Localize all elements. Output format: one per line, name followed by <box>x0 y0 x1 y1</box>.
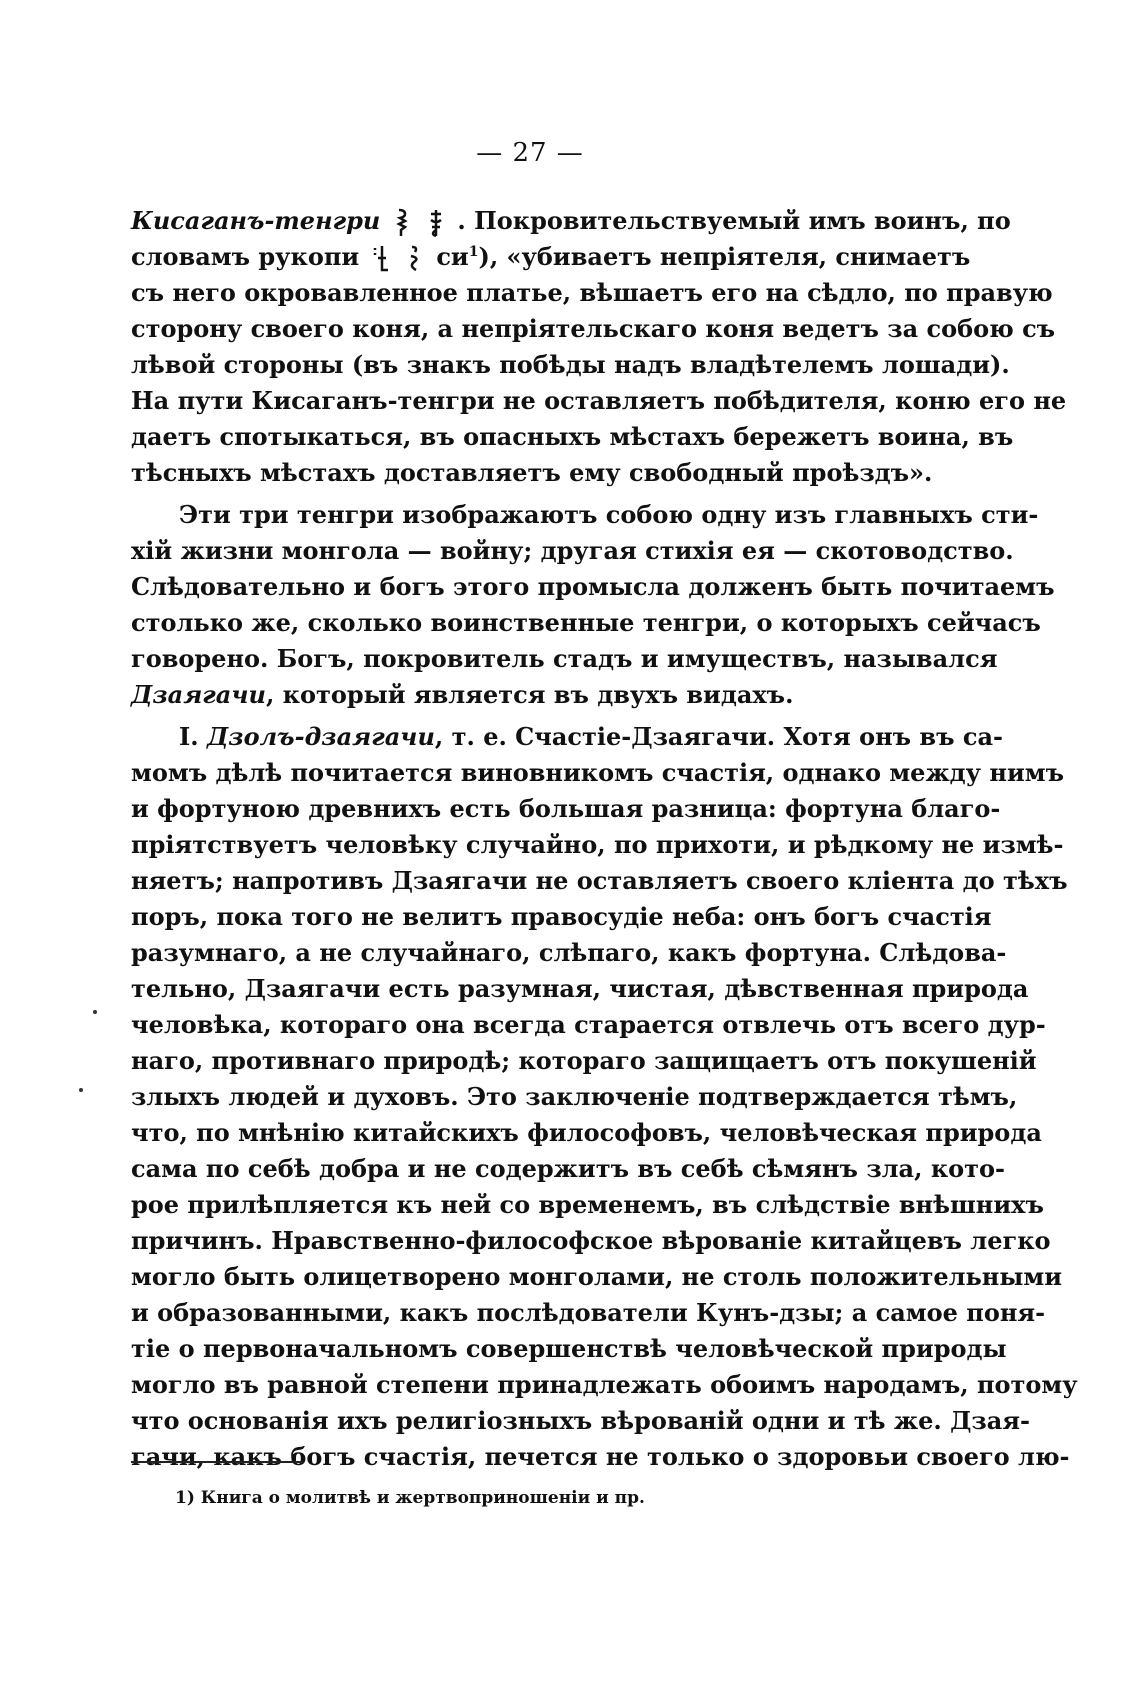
text-line: тельно, Дзаягачи есть разумная, чистая, дѣвственная природа <box>131 974 1029 1003</box>
footnote-ref: 1 <box>468 244 479 260</box>
text-fragment: , который является въ двухъ видахъ. <box>265 680 794 709</box>
text-line: столько же, сколько воинственные тенгри, о которыхъ сейчасъ <box>131 608 1041 637</box>
text-line: сторону своего коня, а непріятельскаго коня ведетъ за собою съ <box>131 314 1056 343</box>
text-line: что, по мнѣнію китайскихъ философовъ, человѣческая природа <box>131 1118 1042 1147</box>
text-line <box>131 677 917 713</box>
mongolian-script-glyph-icon <box>427 208 445 238</box>
section-numeral: I. <box>179 722 199 751</box>
mongolian-script-glyph-icon <box>406 244 424 274</box>
mongolian-script-glyph-icon <box>372 244 390 274</box>
text-line: лѣвой стороны (въ знакъ побѣды надъ владѣтелемъ лошади). <box>131 350 1010 379</box>
text-line: съ него окровавленное платье, вѣшаетъ его на сѣдло, по правую <box>131 278 1053 307</box>
text-line: поръ, пока того не велитъ правосудіе неба: онъ богъ счастія <box>131 902 992 931</box>
text-line <box>131 203 1011 239</box>
deity-name: Дзолъ-дзаягачи <box>206 722 435 751</box>
text-line: говорено. Богъ, покровитель стадъ и имуществъ, назывался <box>131 644 998 673</box>
text-fragment: , т. е. Счастіе-Дзаягачи. Хотя онъ въ са- <box>434 722 1003 751</box>
text-line: злыхъ людей и духовъ. Это заключеніе подтверждается тѣмъ, <box>131 1082 1018 1111</box>
text-line: Эти три тенгри изображаютъ собою одну изъ главныхъ сти- <box>179 500 1039 529</box>
text-line: могло быть олицетворено монголами, не столь положительными <box>131 1262 1063 1291</box>
text-line: На пути Кисаганъ-тенгри не оставляетъ побѣдителя, коню его не <box>131 386 1067 415</box>
text-line: что основанія ихъ религіозныхъ вѣрованій одни и тѣ же. Дзая- <box>131 1406 1030 1435</box>
body-text <box>131 203 1078 1475</box>
text-line: гачи, какъ богъ счастія, печется не только о здоровьи своего лю- <box>131 1442 1070 1471</box>
scan-speck <box>93 1010 97 1014</box>
text-line: сама по себѣ добра и не содержитъ въ себѣ сѣмянъ зла, кото- <box>131 1154 1005 1183</box>
text-fragment: ), «убиваетъ непріятеля, снимаетъ <box>478 242 971 271</box>
deity-name: Кисаганъ-тенгри <box>131 206 381 235</box>
text-line: Слѣдовательно и богъ этого промысла долженъ быть почитаемъ <box>131 572 1055 601</box>
text-line: разумнаго, а не случайнаго, слѣпаго, какъ фортуна. Слѣдова- <box>131 938 1007 967</box>
text-line: няетъ; напротивъ Дзаягачи не оставляетъ своего кліента до тѣхъ <box>131 866 1068 895</box>
text-line <box>131 719 1003 755</box>
footnote: 1) Книга о молитвѣ и жертвоприношеніи и пр. <box>175 1488 645 1508</box>
text-line: хій жизни монгола — войну; другая стихія ея — скотоводство. <box>131 536 1014 565</box>
text-fragment: си <box>436 242 469 271</box>
text-line: тѣсныхъ мѣстахъ доставляетъ ему свободный проѣздъ». <box>131 458 933 487</box>
footnote-divider <box>131 1461 303 1463</box>
page-number: — 27 — <box>476 138 584 168</box>
text-line: пріятствуетъ человѣку случайно, по прихоти, и рѣдкому не измѣ- <box>131 830 1064 859</box>
text-line: рое прилѣпляется къ ней со временемъ, въ слѣдствіе внѣшнихъ <box>131 1190 1044 1219</box>
text-line: момъ дѣлѣ почитается виновникомъ счастія, однако между нимъ <box>131 758 1065 787</box>
text-line: и фортуною древнихъ есть большая разница: фортуна благо- <box>131 794 1001 823</box>
text-line: даетъ спотыкаться, въ опасныхъ мѣстахъ бережетъ воина, въ <box>131 422 1014 451</box>
text-line: могло въ равной степени принадлежать обоимъ народамъ, потому <box>131 1370 1078 1399</box>
text-line <box>131 239 971 275</box>
text-line: наго, противнаго природѣ; котораго защищаетъ отъ покушеній <box>131 1046 1037 1075</box>
text-line: человѣка, котораго она всегда старается отвлечь отъ всего дур- <box>131 1010 1046 1039</box>
text-fragment: словамъ рукопи <box>131 242 360 271</box>
text-line: тіе о первоначальномъ совершенствѣ человѣческой природы <box>131 1334 1007 1363</box>
deity-name: Дзаягачи <box>131 680 266 709</box>
text-line: причинъ. Нравственно-философское вѣрованіе китайцевъ легко <box>131 1226 1051 1255</box>
mongolian-script-glyph-icon <box>393 208 411 238</box>
text-line: и образованными, какъ послѣдователи Кунъ-дзы; а самое поня- <box>131 1298 1046 1327</box>
scan-speck <box>79 1088 83 1092</box>
text-fragment: . Покровительствуемый имъ воинъ, по <box>457 206 1011 235</box>
